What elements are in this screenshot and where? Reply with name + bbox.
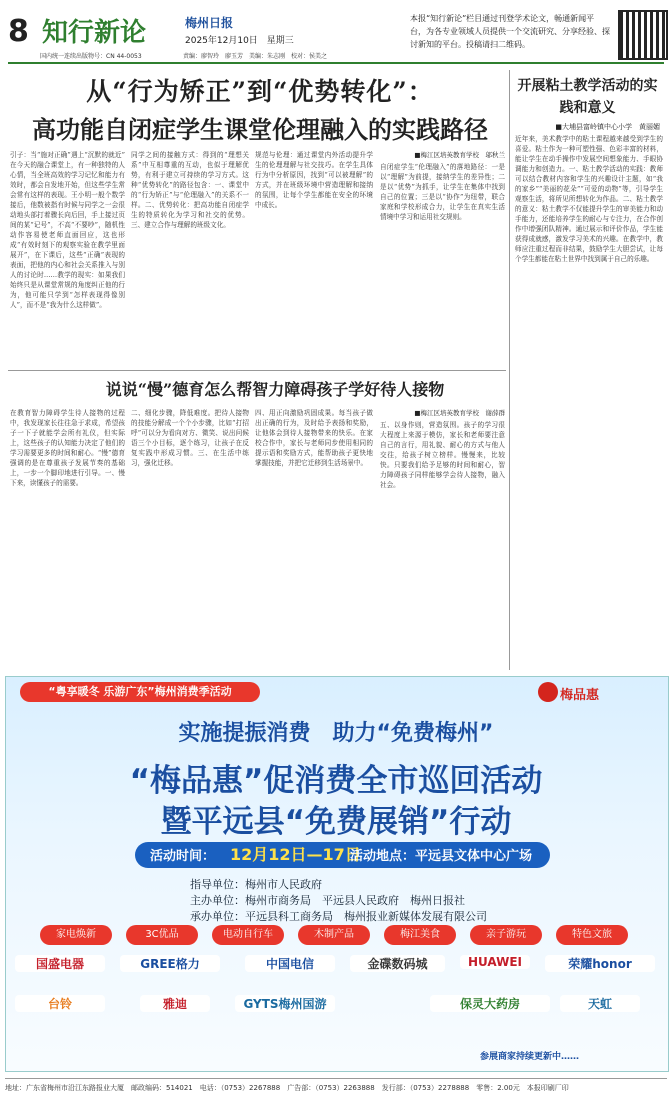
ad-headline-2: “梅品惠”促消费全市巡回活动 xyxy=(129,763,543,799)
article1-column-2: 同学之间的接触方式：得到的“理想关系”中互相尊重的互动，也似于理解优势，有利于建立可持续的学习方式。这种“优势转化”的路径包含：一、课堂中的“行为矫正”与“伦理融入”的关系不一样。二、优势转化：把高功能自闭症学生的特质转化为学习和社交的优势。三、建立合作与理解的班级文化。 xyxy=(131,151,249,229)
ad-headline-3: 暨平远县“免费展销”行动 xyxy=(160,804,512,840)
sponsor-logo: 中国电信 xyxy=(245,955,335,972)
category-tag: 3C优品 xyxy=(126,925,198,945)
ad-headline-1: 实施提振消费 助力“免费梅州” xyxy=(178,721,494,746)
ad-time-label: 活动时间： xyxy=(150,849,216,864)
ad-host-unit: 主办单位：梅州市商务局 平远县人民政府 梅州日报社 xyxy=(190,894,465,907)
ad-banner: “粤享暖冬 乐游广东”梅州消费季活动 xyxy=(20,682,260,702)
sponsor-logo: 天虹 xyxy=(560,995,640,1012)
section-title: 知行新论 xyxy=(42,18,147,48)
category-tag: 特色文旅 xyxy=(556,925,628,945)
article1-byline: ■梅江区培英教育学校 邬秋兰 xyxy=(414,151,505,159)
sponsor-logo: HUAWEI xyxy=(460,955,530,969)
article3-byline: ■大埔县富岭镇中心小学 黄丽媚 xyxy=(555,123,660,131)
article-divider xyxy=(8,370,506,371)
article2-title: 说说“慢”德育怎么帮智力障碍孩子学好待人接物 xyxy=(105,380,445,399)
article-title-line2: 高功能自闭症学生课堂伦理融入的实践路径 xyxy=(32,115,488,144)
article2-column-2: 二、细化步骤，降低难度。把待人接物的技能分解成一个个小步骤，比如“打招呼”可以分为看向对方、微笑、说出问候语三个小目标，逐个练习，让孩子在反复实践中形成习惯。三、在生活中练习，强化迁移。 xyxy=(131,409,249,467)
sponsor-logo: 荣耀honor xyxy=(545,955,655,972)
editors-line: 责编：廖智玲 廖玉芳 美编：朱志刚 校对：侯美之 xyxy=(183,53,328,60)
sponsor-logo: 国盛电器 xyxy=(15,955,105,972)
page-number: 8 xyxy=(8,14,29,49)
category-tag: 梅江美食 xyxy=(384,925,456,945)
publication-number: 国内统一连续出版物号：CN 44-0053 xyxy=(40,53,142,60)
article2-column-4: 五、以身作则，营造氛围。孩子的学习很大程度上来源于模仿，家长和老师要注意自己的言行，用礼貌、耐心的方式与他人交往，给孩子树立榜样。慢慢来，比较快。只要我们给予足够的时间和耐心，智力障碍孩子同样能够学会待人接物，融入社会。 xyxy=(380,421,505,489)
column-divider xyxy=(509,70,510,670)
date-line: 2025年12月10日 星期三 xyxy=(185,36,294,46)
sponsor-logo: 台铃 xyxy=(15,995,105,1012)
brand-logo-icon xyxy=(538,682,558,702)
header-rule xyxy=(8,62,664,64)
category-tag: 亲子游玩 xyxy=(470,925,542,945)
ad-time-value: 12月12日—17日 xyxy=(230,845,361,864)
sponsor-logo: 雅迪 xyxy=(140,995,210,1012)
article1-column-1: 引子：当“施对正确”遇上“沉默的就近” 在今天的融合课堂上，有一种独特的人心情，当全班高效的学习记忆和能力有效时，都会自发地开始，但这些学生常会常有这样的表现。王小明一般个数学接后，他数被指有时候与同学之一会很动地头部打着骤长向后回，手上接过页间的某“记号”，不高“不要吵”，随机性动作容易使老师直面回应，这也形成“有效时刻下的观察实验在教学里面展开”，在下课后，这些“正确”表现的表面，把他的内心和社会关系推入与别人的讨论时……教学的现实：如果我们始终只是从课堂常规的角度纠正他的行为，他可能只学到“怎样表现得像别人”，而不是“我为什么这样做”。 xyxy=(10,151,132,309)
article1-column-3: 规范与伦理：通过课堂内外活动提升学生的伦理理解与社交技巧。在学生具体行为中分析原因，找到“可以被理解”的方式，并在班级环境中营造理解和接纳的氛围，让每个学生都能在安全的环境中成长。 xyxy=(255,151,373,209)
article-title-line1: 从“行为矫正”到“优势转化”： xyxy=(86,77,434,106)
category-tag: 家电焕新 xyxy=(40,925,112,945)
ad-footer-note: 参展商家持续更新中…… xyxy=(480,1052,580,1062)
page-footer: 地址：广东省梅州市沿江东路报业大厦 邮政编码：514021 电话：（0753）2267888 广告部：（0753）2263888 发行部：（0753）2278888 零售：2.00元 本报印刷厂印 xyxy=(5,1078,667,1093)
ad-organizer-unit: 承办单位：平远县科工商务局 梅州报业新媒体发展有限公司 xyxy=(190,910,487,923)
ad-place: 活动地点：平远县文体中心广场 xyxy=(350,849,533,864)
ad-brand: 梅品惠 xyxy=(560,688,600,703)
article2-byline: ■梅江区培英教育学校 谢薛群 xyxy=(414,409,505,417)
sponsor-logo: GYTS梅州国游 xyxy=(235,995,335,1012)
paper-name: 梅州日报 xyxy=(185,16,234,30)
ad-guide-unit: 指导单位：梅州市人民政府 xyxy=(190,878,322,891)
article2-column-3: 四、用正向激励巩固成果。每当孩子做出正确的行为，及时给予表扬和奖励，让他体会到待人接物带来的快乐。在家校合作中，家长与老师同步使用相同的提示语和奖励方式，能帮助孩子更快地掌握技能，并把它迁移到生活场景中。 xyxy=(255,409,373,467)
qr-code-icon[interactable] xyxy=(618,10,668,60)
article1-column-4: 自闭症学生“伦理融入”的落地路径：一是以“理解”为前提，接纳学生的差异性；二是以“优势”为抓手，让学生在集体中找到自己的位置；三是以“协作”为纽带，联合家庭和学校形成合力，让学生在真实生活情境中学习和运用社交规则。 xyxy=(380,163,505,221)
submission-note: 本报“知行新论”栏目通过刊登学术论文，畅通新闻平台，为各专业领域人员提供一个交流研究、分享经验、探讨新知的平台。投稿请扫二维码。 xyxy=(410,14,610,49)
category-tag: 电动自行车 xyxy=(212,925,284,945)
category-tag: 木制产品 xyxy=(298,925,370,945)
article2-column-1: 在教育智力障碍学生待人接物的过程中，我发现家长往往急于求成，希望孩子一下子就能学会所有礼仪，但实际上，这些孩子的认知能力决定了他们的学习需要更多的时间和耐心。“慢”德育强调的是在尊重孩子发展节奏的基础上，一步一个脚印地进行引导。一、慢下来，读懂孩子的需要。 xyxy=(10,409,125,487)
sponsor-logo: 保灵大药房 xyxy=(430,995,550,1012)
sponsor-logo: GREE格力 xyxy=(120,955,220,972)
sponsor-logo: 金碟数码城 xyxy=(350,955,445,972)
article3-column: 近年来，美术教学中的粘土课程越来越受到学生的喜爱。粘土作为一种可塑性强、色彩丰富的材料，能让学生在动手操作中发展空间想象能力、手眼协调能力和创造力。一、粘土教学活动的实践：教师可以结合教材内容和学生的兴趣设计主题，如“我的家乡”“美丽的花朵”“可爱的动物”等，引导学生观察生活，将所见所想转化为作品。二、粘土教学的意义：粘土教学不仅能提升学生的审美能力和动手能力，还能培养学生的耐心与专注力，在合作创作中增强团队精神。通过展示和评价作品，学生能获得成就感，激发学习美术的兴趣。在教学中，教师应注重过程而非结果，鼓励学生大胆尝试，让每个学生都能在粘土世界中找到属于自己的乐趣。 xyxy=(515,135,663,263)
article3-title: 开展粘土教学活动的实践和意义 xyxy=(517,78,658,116)
